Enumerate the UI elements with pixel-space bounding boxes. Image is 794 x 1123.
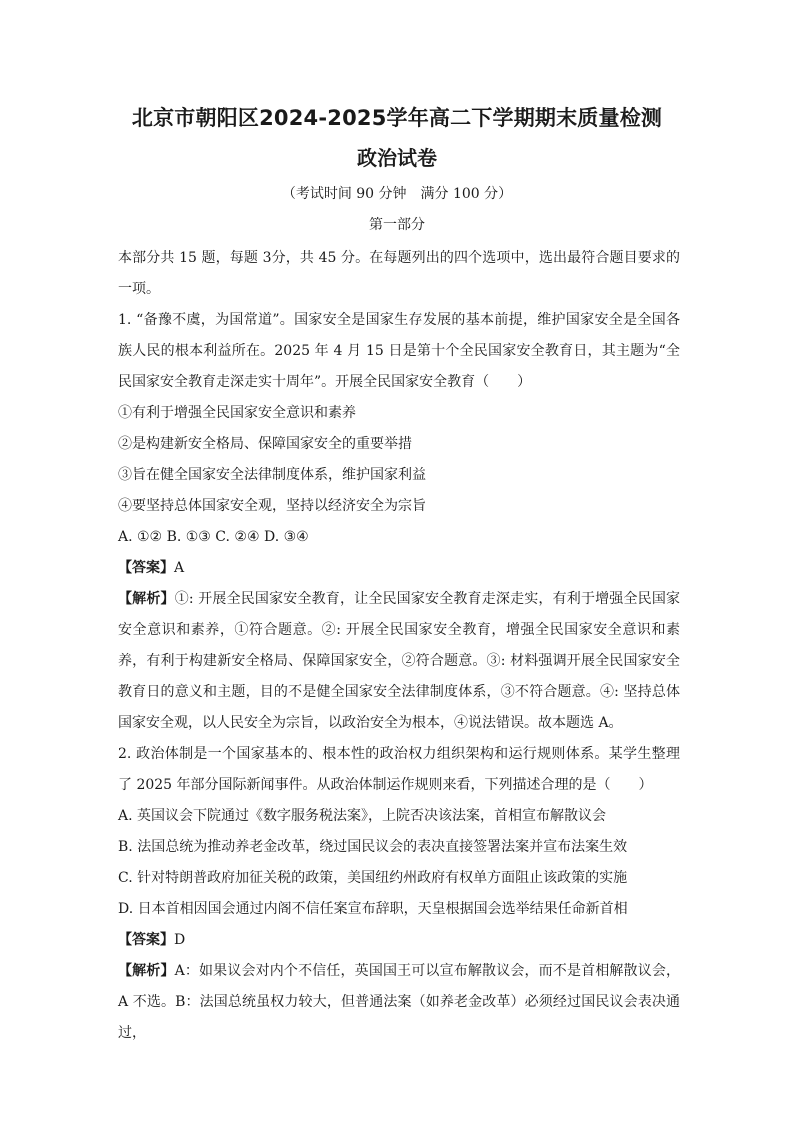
question-1-answer bbox=[118, 553, 680, 584]
analysis-text: ①: 开展全民国家安全教育，让全民国家安全教育走深走实，有利于增强全民国家安全意识和素养，①符合题意。②: 开展全民国家安全教育，增强全民国家安全意识和素养，有利于构建新安全格局、保障国家安全，②符合题意。③: 材料强调开展全民国家安全教育日的意义和主题，目的不是健全国家安全法律制度体系，③不符合题意。④: 坚持总体国家安全观，以人民安全为宗旨，以政治安全为根本，④说法错误。故本题选 A。 bbox=[118, 591, 680, 731]
question-1-stem: 1. “备豫不虞，为国常道”。国家安全是国家生存发展的基本前提，维护国家安全是全国各族人民的根本利益所在。2025 年 4 月 15 日是第十个全民国家安全教育日，其主题为“全民国家安全教育走深走实十周年”。开展全民国家安全教育（ ） bbox=[118, 312, 680, 390]
question-1-options: A. ①② B. ①③ C. ②④ D. ③④ bbox=[118, 529, 309, 545]
exam-body bbox=[118, 243, 680, 1049]
answer-label: 【答案】 bbox=[118, 560, 174, 576]
answer-value: D bbox=[174, 932, 186, 948]
question-1-analysis bbox=[118, 584, 680, 739]
instructions: 本部分共 15 题，每题 3分，共 45 分。在每题列出的四个选项中，选出最符合题目要求的一项。 bbox=[118, 250, 680, 297]
question-2-choice-c: C. 针对特朗普政府加征关税的政策，美国纽约州政府有权单方面阻止该政策的实施 bbox=[118, 870, 628, 886]
analysis-label: 【解析】 bbox=[118, 963, 175, 979]
question-1-statement-1: ①有利于增强全民国家安全意识和素养 bbox=[118, 405, 356, 421]
question-2-choice-a: A. 英国议会下院通过《数字服务税法案》，上院否决该法案，首相宣布解散议会 bbox=[118, 808, 607, 824]
exam-title: 北京市朝阳区2024-2025学年高二下学期期末质量检测 bbox=[131, 106, 663, 130]
exam-subject: 政治试卷 bbox=[357, 146, 437, 170]
question-1-statement-3: ③旨在健全国家安全法律制度体系，维护国家利益 bbox=[118, 467, 426, 483]
analysis-label: 【解析】 bbox=[118, 591, 175, 607]
question-2-choice-d: D. 日本首相因国会通过内阁不信任案宣布辞职，天皇根据国会选举结果任命新首相 bbox=[118, 901, 628, 917]
question-2-analysis bbox=[118, 956, 680, 1049]
question-1-statement-2: ②是构建新安全格局、保障国家安全的重要举措 bbox=[118, 436, 412, 452]
question-2-answer bbox=[118, 925, 680, 956]
exam-info: （考试时间 90 分钟 满分 100 分） bbox=[281, 186, 513, 202]
part-heading: 第一部分 bbox=[369, 217, 425, 233]
analysis-text: A：如果议会对内个不信任，英国国王可以宣布解散议会，而不是首相解散议会，A 不选。B：法国总统虽权力较大，但普通法案（如养老金改革）必须经过国民议会表决通过， bbox=[118, 963, 681, 1041]
answer-value: A bbox=[174, 560, 185, 576]
question-2-choice-b: B. 法国总统为推动养老金改革，绕过国民议会的表决直接签署法案并宣布法案生效 bbox=[118, 839, 628, 855]
answer-label: 【答案】 bbox=[118, 932, 174, 948]
question-2-stem: 2. 政治体制是一个国家基本的、根本性的政治权力组织架构和运行规则体系。某学生整理了 2025 年部分国际新闻事件。从政治体制运作规则来看，下列描述合理的是（ ） bbox=[118, 746, 680, 793]
question-1-statement-4: ④要坚持总体国家安全观，坚持以经济安全为宗旨 bbox=[118, 498, 426, 514]
